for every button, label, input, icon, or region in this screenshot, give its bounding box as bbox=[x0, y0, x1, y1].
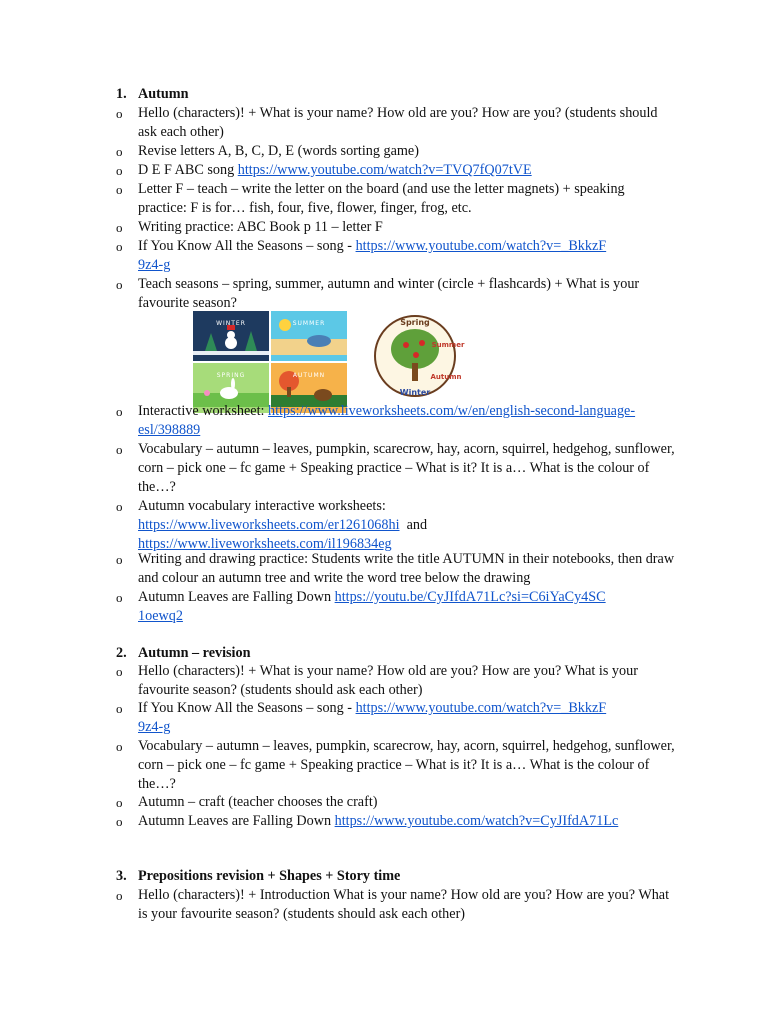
bullet: o bbox=[116, 182, 123, 197]
list-item: o Autumn Leaves are Falling Down https://www.youtube.com/watch?v=CyJIfdA71Lc bbox=[116, 813, 619, 829]
bullet: o bbox=[116, 277, 123, 292]
bullet: o bbox=[116, 163, 123, 178]
list-item: o Interactive worksheet: https://www.liveworksheets.com/w/en/english-second-language-esl/398889 bbox=[116, 403, 636, 438]
list-item: o Autumn Leaves are Falling Down https://youtu.be/CyJIfdA71Lc?si=C6iYaCy4SC1oewq2 bbox=[116, 589, 606, 624]
list-item: o D E F ABC song https://www.youtube.com/watch?v=TVQ7fQ07tVE bbox=[116, 162, 532, 178]
list-item: o Vocabulary – autumn – leaves, pumpkin, scarecrow, hay, acorn, squirrel, hedgehog, sunflower, corn – pick one – fc game + Speaking practice – What is it? It is a… What is the colour of the…? bbox=[116, 441, 675, 495]
bullet: o bbox=[116, 814, 123, 829]
liveworksheets-link[interactable]: https://www.liveworksheets.com/il196834eg bbox=[138, 536, 392, 552]
bullet: o bbox=[116, 499, 123, 514]
bullet: o bbox=[116, 552, 123, 567]
winter-quadrant: WINTER bbox=[193, 311, 269, 361]
list-item: o Letter F – teach – write the letter on the board (and use the letter magnets) + speaking practice: F is for… fish, four, five, flower, finger, frog, etc. bbox=[116, 181, 625, 216]
youtube-link[interactable]: https://youtu.be/CyJIfdA71Lc?si=C6iYaCy4SC1oewq2 bbox=[138, 589, 606, 624]
list-item: o Autumn vocabulary interactive worksheets: https://www.liveworksheets.com/er1261068hi and https://www.liveworksheets.com/il196834eg bbox=[116, 498, 431, 552]
autumn-quadrant: AUTUMN bbox=[271, 363, 347, 413]
bullet: o bbox=[116, 220, 123, 235]
bullet: o bbox=[116, 106, 123, 121]
list-item: o If You Know All the Seasons – song - https://www.youtube.com/watch?v=_BkkzF9z4-g bbox=[116, 238, 607, 273]
bullet: o bbox=[116, 239, 123, 254]
liveworksheets-link[interactable]: https://www.liveworksheets.com/w/en/english-second-language-esl/398889 bbox=[138, 403, 636, 438]
section-2-title: 2. Autumn – revision bbox=[116, 645, 251, 661]
liveworksheets-link[interactable]: https://www.liveworksheets.com/er1261068hi bbox=[138, 517, 400, 533]
spring-quadrant: SPRING bbox=[193, 363, 269, 413]
bullet: o bbox=[116, 701, 123, 716]
section-1-title: 1. Autumn bbox=[116, 86, 189, 102]
seasons-logo-word: Summer bbox=[431, 341, 465, 349]
seasons-images bbox=[193, 311, 473, 403]
bullet: o bbox=[116, 739, 123, 754]
bullet: o bbox=[116, 404, 123, 419]
list-item: o If You Know All the Seasons – song - https://www.youtube.com/watch?v=_BkkzF9z4-g bbox=[116, 700, 607, 735]
list-item: o Hello (characters)! + Introduction What is your name? How old are you? How are you? What is your favourite season? (students should ask each other) bbox=[116, 887, 670, 922]
bullet: o bbox=[116, 795, 123, 810]
list-item: o Hello (characters)! + What is your name? How old are you? How are you? (students should ask each other) bbox=[116, 105, 658, 140]
seasons-flashcards-image bbox=[193, 311, 346, 400]
bullet: o bbox=[116, 590, 123, 605]
youtube-link[interactable]: https://www.youtube.com/watch?v=_BkkzF9z4-g bbox=[138, 238, 607, 273]
youtube-link[interactable]: https://www.youtube.com/watch?v=_BkkzF9z4-g bbox=[138, 700, 607, 735]
youtube-link[interactable]: https://www.youtube.com/watch?v=TVQ7fQ07tVE bbox=[237, 162, 532, 178]
list-item: o Autumn – craft (teacher chooses the craft) bbox=[116, 794, 378, 810]
bullet: o bbox=[116, 888, 123, 903]
bullet: o bbox=[116, 664, 123, 679]
bullet: o bbox=[116, 144, 123, 159]
list-item: o Writing and drawing practice: Students write the title AUTUMN in their notebooks, then draw and colour an autumn tree and write the word tree below the drawing bbox=[116, 551, 675, 586]
section-3-title: 3. Prepositions revision + Shapes + Story time bbox=[116, 868, 401, 884]
youtube-link[interactable]: https://www.youtube.com/watch?v=CyJIfdA71Lc bbox=[334, 813, 619, 829]
seasons-logo-word: Spring bbox=[400, 318, 430, 327]
list-item: o Writing practice: ABC Book p 11 – letter F bbox=[116, 219, 383, 235]
list-item: o Vocabulary – autumn – leaves, pumpkin, scarecrow, hay, acorn, squirrel, hedgehog, sunflower, corn – pick one – fc game + Speaking practice – What is it? It is a… What is the colour of the…? bbox=[116, 738, 675, 792]
seasons-logo-word: Autumn bbox=[430, 373, 462, 381]
list-item: o Teach seasons – spring, summer, autumn and winter (circle + flashcards) + What is your favourite season? bbox=[116, 276, 640, 311]
summer-quadrant: SUMMER bbox=[271, 311, 347, 361]
seasons-tree-icon bbox=[370, 313, 465, 399]
list-item: o Revise letters A, B, C, D, E (words sorting game) bbox=[116, 143, 419, 159]
seasons-logo-word: Winter bbox=[399, 388, 431, 397]
bullet: o bbox=[116, 442, 123, 457]
list-item: o Hello (characters)! + What is your name? How old are you? How are you? What is your favourite season? (students should ask each other) bbox=[116, 663, 638, 698]
